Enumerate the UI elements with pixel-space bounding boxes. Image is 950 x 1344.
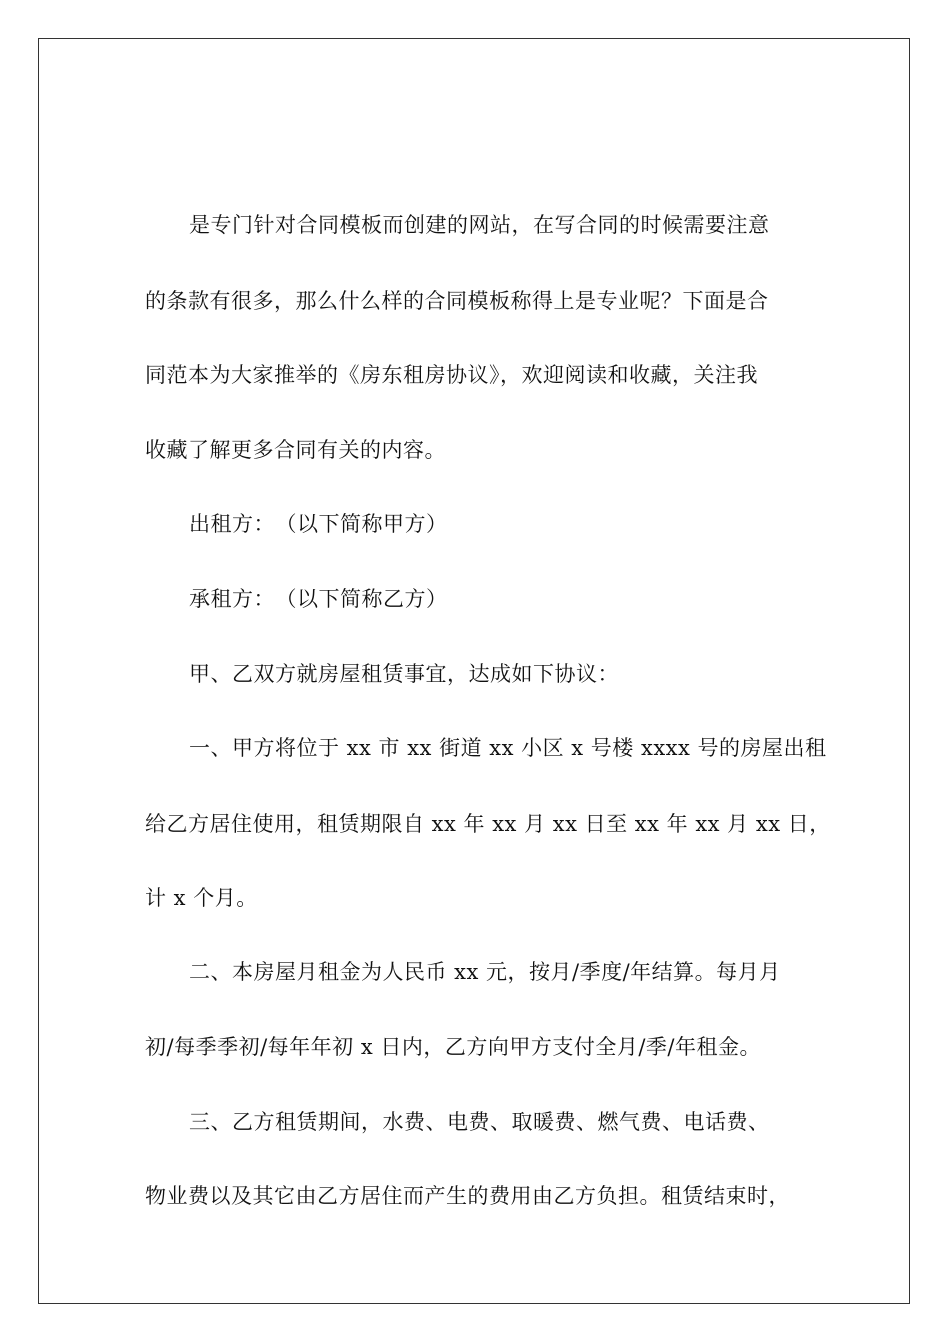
- lessee-line: 承租方： （以下简称乙方）: [189, 587, 448, 611]
- paragraph-intro-line-4: 收藏了解更多合同有关的内容。: [145, 438, 446, 462]
- lessor-line: 出租方： （以下简称甲方）: [189, 512, 448, 536]
- clause-3-line-2: 物业费以及其它由乙方居住而产生的费用由乙方负担。租赁结束时，: [145, 1184, 790, 1208]
- paragraph-intro-line-2: 的条款有很多，那么什么样的合同模板称得上是专业呢？下面是合: [145, 289, 769, 313]
- clause-1-line-2: 给乙方居住使用，租赁期限自 xx 年 xx 月 xx 日至 xx 年 xx 月 xx 日，: [145, 812, 831, 836]
- clause-1-line-3: 计 x 个月。: [145, 886, 258, 910]
- clause-2-line-1: 二、本房屋月租金为人民币 xx 元，按月/季度/年结算。每月月: [189, 960, 781, 984]
- clause-1-line-1: 一、甲方将位于 xx 市 xx 街道 xx 小区 x 号楼 xxxx 号的房屋出租: [189, 736, 827, 760]
- paragraph-intro-line-1: 是专门针对合同模板而创建的网站，在写合同的时候需要注意: [189, 213, 770, 237]
- agreement-intro-line: 甲、乙双方就房屋租赁事宜，达成如下协议：: [189, 662, 619, 686]
- clause-2-line-2: 初/每季季初/每年年初 x 日内，乙方向甲方支付全月/季/年租金。: [145, 1035, 761, 1059]
- paragraph-intro-line-3: 同范本为大家推举的《房东租房协议》，欢迎阅读和收藏，关注我: [145, 363, 758, 387]
- clause-3-line-1: 三、乙方租赁期间，水费、电费、取暖费、燃气费、电话费、: [189, 1110, 770, 1134]
